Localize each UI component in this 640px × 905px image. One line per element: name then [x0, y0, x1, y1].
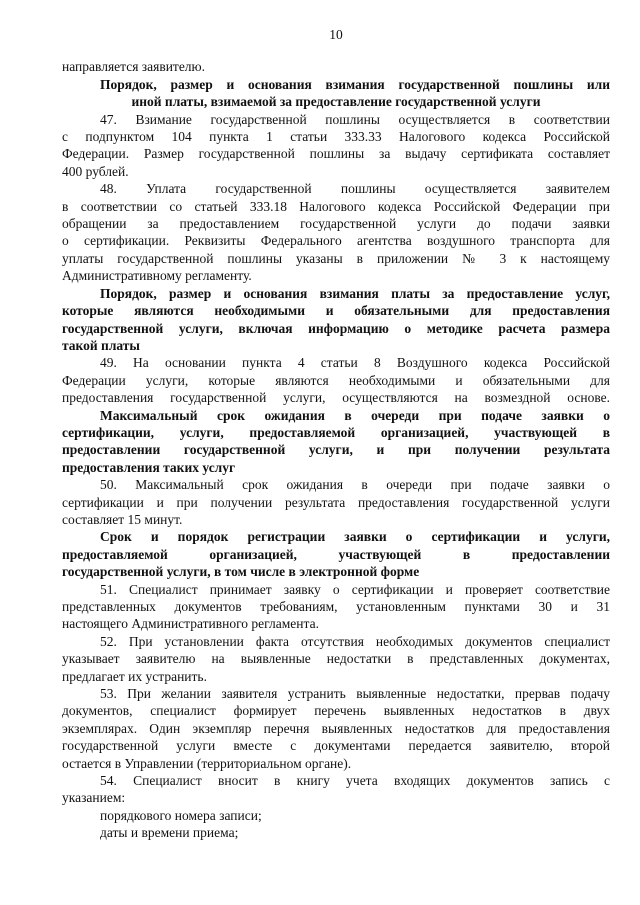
- text-line: настоящего Административного регламента.: [62, 616, 319, 632]
- section-heading-line: Порядок, размер и основания взимания государственной пошлины или: [100, 76, 610, 92]
- page-number: 10: [329, 27, 343, 42]
- list-item: порядкового номера записи;: [100, 807, 262, 823]
- text-line: в соответствии со статьей 333.18 Налогового кодекса Российской Федерации при: [62, 198, 610, 214]
- text-line: 53. При желании заявителя устранить выявленные недостатки, прервав подачу: [100, 686, 610, 702]
- text-line: представленных документов требованиям, установленным пунктами 30 и 31: [62, 599, 610, 614]
- section-heading-line: Порядок, размер и основания взимания платы за предоставление услуг,: [100, 285, 610, 301]
- text-line: о сертификации. Реквизиты Федерального агентства воздушного транспорта для: [62, 233, 610, 249]
- text-line: предоставления государственной услуги, осуществляются на возмездной основе.: [62, 390, 610, 406]
- text-line: с подпунктом 104 пункта 1 статьи 333.33 Налогового кодекса Российской: [62, 129, 610, 145]
- text-line: 47. Взимание государственной пошлины осуществляется в соответствии: [100, 111, 610, 127]
- section-heading-line: Максимальный срок ожидания в очереди при подаче заявки о: [100, 407, 610, 423]
- section-heading-line: государственной услуги, в том числе в электронной форме: [62, 564, 420, 580]
- text-line: 400 рублей.: [62, 163, 129, 179]
- text-line: сертификации и при получении результата предоставления государственной услуги: [62, 494, 610, 510]
- text-line: Федерации услуги, которые являются необходимыми и обязательными для: [62, 372, 610, 388]
- section-heading-line: Срок и порядок регистрации заявки о сертификации и услуги,: [100, 529, 610, 545]
- list-item: даты и времени приема;: [100, 825, 239, 841]
- text-line: предлагает их устранить.: [62, 668, 207, 684]
- text-line: указывает заявителю на выявленные недостатки в представленных документах,: [62, 651, 610, 667]
- section-heading-line: предоставления таких услуг: [62, 459, 236, 475]
- text-line: 50. Максимальный срок ожидания в очереди при подаче заявки о: [100, 477, 610, 493]
- text-line: остается в Управлении (территориальном органе).: [62, 755, 352, 771]
- text-line: составляет 15 минут.: [62, 511, 183, 527]
- section-heading-line: которые являются необходимыми и обязательными для предоставления: [62, 303, 610, 319]
- document-body: [62, 58, 610, 841]
- text-line: уплаты государственной пошлины указаны в приложении № 3 к настоящему: [62, 250, 610, 266]
- section-heading-line: предоставлении государственной услуги, и при получении результата: [62, 442, 610, 458]
- section-heading-line: такой платы: [62, 337, 140, 353]
- section-heading-line: государственной услуги, включая информацию о методике расчета размера: [62, 320, 610, 336]
- text-line: экземплярах. Один экземпляр перечня выявленных недостатков для предоставления: [62, 720, 610, 736]
- text-line: 52. При установлении факта отсутствия необходимых документов специалист: [100, 633, 610, 649]
- text-line: 54. Специалист вносит в книгу учета входящих документов запись с: [100, 773, 610, 789]
- text-line: указанием:: [62, 790, 126, 806]
- text-line: 49. На основании пункта 4 статьи 8 Воздушного кодекса Российской: [100, 355, 610, 371]
- section-heading-line: предоставляемой организацией, участвующей в предоставлении: [62, 546, 610, 562]
- text-line: документов, специалист формирует перечень выявленных недостатков в двух: [62, 703, 610, 719]
- text-line: обращении за предоставлением государственной услуги до подачи заявки: [62, 216, 610, 232]
- text-line: 51. Специалист принимает заявку о сертификации и проверяет соответствие: [100, 581, 610, 597]
- text-line: направляется заявителю.: [62, 59, 206, 75]
- section-heading-line: иной платы, взимаемой за предоставление государственной услуги: [131, 94, 541, 110]
- text-line: 48. Уплата государственной пошлины осуществляется заявителем: [100, 181, 610, 197]
- text-line: государственной услуги вместе с документами передается заявителю, второй: [62, 738, 610, 754]
- text-line: Федерации. Размер государственной пошлины за выдачу сертификата составляет: [62, 146, 610, 162]
- section-heading-line: сертификации, услуги, предоставляемой организацией, участвующей в: [62, 424, 610, 440]
- text-line: Административному регламенту.: [62, 268, 252, 284]
